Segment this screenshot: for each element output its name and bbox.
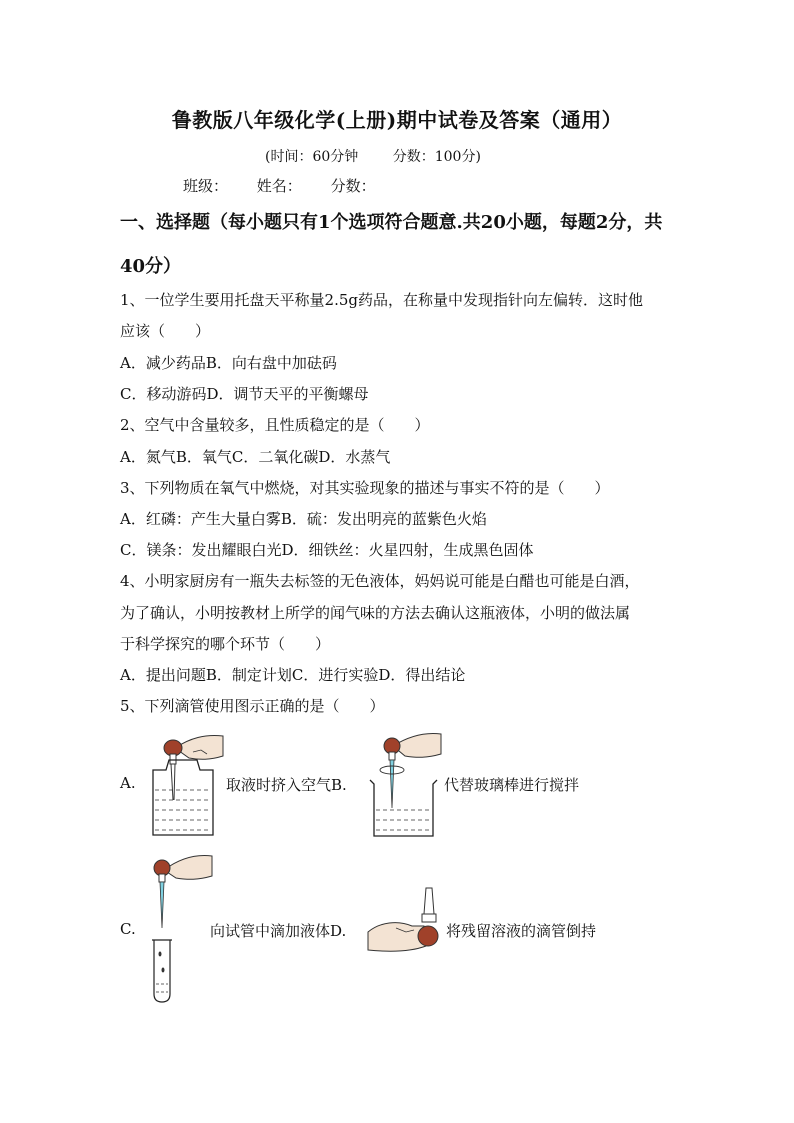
name-label: 姓名： [256,177,302,195]
student-info [183,175,400,196]
exam-score: 分数：100分) [392,149,481,165]
q3-options-cd: C．镁条：发出耀眼白光D．细铁丝：火星四射，生成黑色固体 [120,541,534,559]
q4-options: A．提出问题B．制定计划C．进行实验D．得出结论 [120,666,466,684]
q1-options-ab: A．减少药品B．向右盘中加砝码 [120,354,337,372]
q2-options: A．氮气B．氧气C．二氧化碳D．水蒸气 [120,448,391,466]
figure-d-inverted-dropper-image [366,886,442,960]
q1-options-cd: C．移动游码D．调节天平的平衡螺母 [120,385,369,403]
class-label: 班级： [183,177,229,195]
exam-time: (时间：60分钟 [265,149,359,165]
q4-stem-line1: 4、小明家厨房有一瓶失去标签的无色液体，妈妈说可能是白醋也可能是白酒， [120,572,640,590]
q3-stem: 3、下列物质在氧气中燃烧，对其实验现象的描述与事实不符的是（ ） [120,479,610,497]
q2-stem: 2、空气中含量较多，且性质稳定的是（ ） [120,416,430,434]
q3-options-ab: A．红磷：产生大量白雾B．硫：发出明亮的蓝紫色火焰 [120,510,487,528]
q1-stem-line2: 应该（ ） [120,322,211,340]
figure-a-letter: A. [120,774,136,792]
figure-c-letter: C. [120,920,136,938]
q4-stem-line2: 为了确认，小明按教材上所学的闻气味的方法去确认这瓶液体，小明的做法属 [120,604,631,622]
section-heading-line2: 40分） [120,256,182,277]
figure-d-caption: 将残留溶液的滴管倒持 [446,922,597,940]
figure-b-caption: 代替玻璃棒进行搅拌 [444,776,580,794]
figure-c-test-tube-dropper-image [148,852,213,1004]
figure-b-stirring-dropper-image [365,728,443,838]
exam-meta [265,146,511,166]
figure-a-caption: 取液时挤入空气B. [226,776,347,794]
figure-c-caption: 向试管中滴加液体D. [210,922,347,940]
section-heading-line1: 一、选择题（每小题只有1个选项符合题意.共20小题，每题2分，共 [120,212,663,233]
document-title: 鲁教版八年级化学(上册)期中试卷及答案（通用） [171,108,623,132]
q5-stem: 5、下列滴管使用图示正确的是（ ） [120,697,385,715]
score-label: 分数： [330,177,376,195]
q1-stem-line1: 1、一位学生要用托盘天平称量2.5g药品，在称量中发现指针向左偏转．这时他 [120,291,644,309]
q4-stem-line3: 于科学探究的哪个环节（ ） [120,635,331,653]
section-heading [120,203,690,287]
figure-a-dropper-bottle-image [145,730,225,838]
